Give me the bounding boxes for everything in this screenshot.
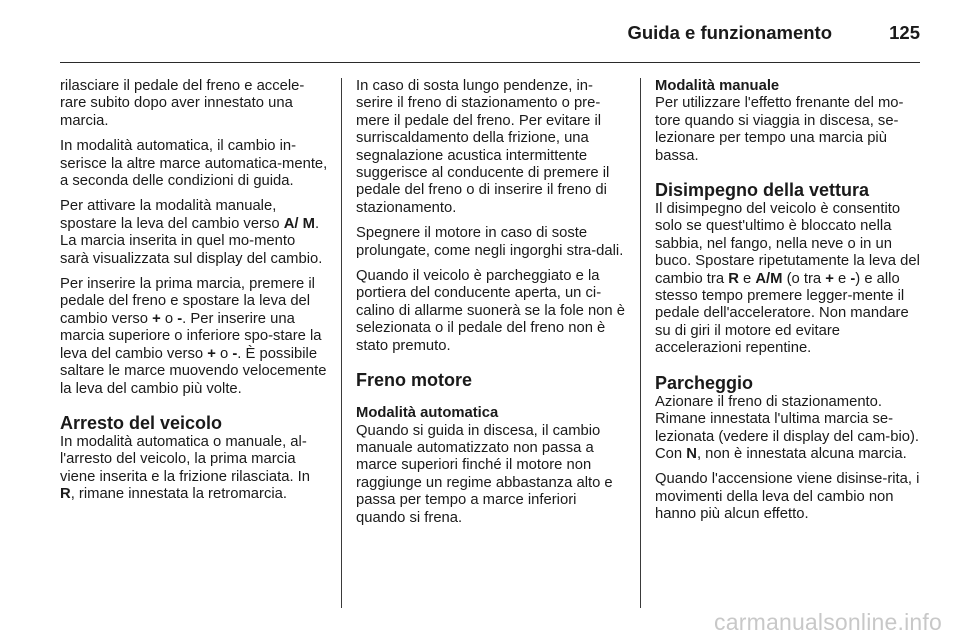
watermark: carmanualsonline.info (714, 609, 942, 635)
paragraph: Per attivare la modalità manuale, spostare la leva del cambio verso A/ M. La marcia inserita in quel mo-mento sarà visualizzata sul display del cambio. (60, 198, 323, 267)
paragraph: In modalità automatica, il cambio in-serisce la altre marce automatica-mente, a seconda delle condizioni di guida. (60, 138, 328, 190)
column-right (655, 78, 925, 532)
section-heading-disimpegno: Disimpegno della vettura (655, 180, 870, 201)
subheading-modalita-manuale: Modalità manuale (655, 78, 780, 94)
page-header (60, 18, 920, 48)
section-heading-freno-motore: Freno motore (356, 370, 473, 391)
column-left (60, 78, 328, 512)
subheading-modalita-automatica: Modalità automatica (356, 405, 499, 422)
paragraph: Per inserire la prima marcia, premere il pedale del freno e spostare la leva del cambio verso + o -. Per inserire una marcia superiore o inferiore spo-stare la leva del cambio verso + o -. È possibile saltare le marce muovendo velocemente la leva del cambio più volte. (60, 276, 327, 397)
paragraph: Quando l'accensione viene disinse-rita, i movimenti della leva del cambio non hanno più alcun effetto. (655, 471, 920, 523)
gear-position: A/ M (283, 215, 315, 232)
paragraph: In modalità automatica o manuale, al-l'arresto del veicolo, la prima marcia viene inserita e la frizione rilasciata. In R, rimane innestata la retromarcia. (60, 433, 311, 503)
column-middle (356, 78, 626, 535)
paragraph: Il disimpegno del veicolo è consentito solo se quest'ultimo è bloccato nella sabbia, nel fango, nella neve o in un buco. Spostare ripetutamente la leva del cambio tra R e A/M (o tra + e -) e allo stesso tempo premere legger-mente il pedale dell'acceleratore. Non mandare su di giri il motore ed evitare accelerazioni repentine. (655, 201, 920, 357)
paragraph: Quando si guida in discesa, il cambio manuale automatizzato non passa a marce superiori finché il motore non raggiunge un regime abbastanza alto e passa per tempo a marce inferiori quando si frena. (356, 422, 613, 526)
paragraph: Quando il veicolo è parcheggiato e la portiera del conducente aperta, un ci-calino di allarme suonerà se la fole non è selezionata o il pedale del freno non è stato premuto. (356, 268, 625, 354)
section-heading-parcheggio: Parcheggio (655, 372, 754, 393)
paragraph: Per utilizzare l'effetto frenante del mo-tore quando si viaggia in discesa, se-lezionare per tempo una marcia più bassa. (655, 95, 904, 164)
paragraph: Spegnere il motore in caso di soste prolungate, come negli ingorghi stra-dali. (356, 225, 624, 259)
header-divider (60, 62, 920, 63)
paragraph: rilasciare il pedale del freno e accele-rare subito dopo aver innestato una marcia. (60, 78, 305, 129)
page-number: 125 (889, 22, 920, 43)
section-heading-arresto: Arresto del veicolo (60, 412, 223, 433)
section-title: Guida e funzionamento (627, 22, 832, 43)
column-divider-2 (640, 78, 641, 608)
paragraph: In caso di sosta lungo pendenze, in-serire il freno di stazionamento o pre-mere il pedale del freno. Per evitare il surriscaldamento della frizione, una segnalazione acustica intermittente suggerisce al conducente di premere il pedale del freno o di inserire il freno di stazionamento. (356, 78, 610, 216)
paragraph: Azionare il freno di stazionamento. Rimane innestata l'ultima marcia se-lezionata (vedere il display del cam-bio). Con N, non è innestata alcuna marcia. (655, 393, 920, 462)
column-divider-1 (341, 78, 342, 608)
